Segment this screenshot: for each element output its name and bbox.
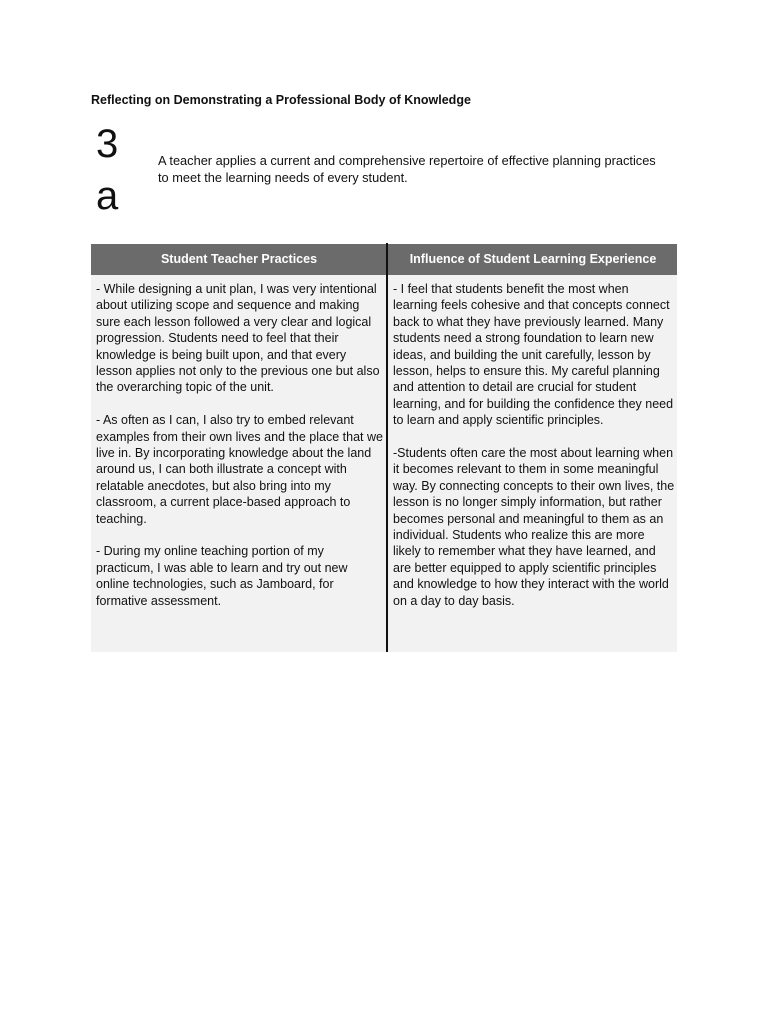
practices-table bbox=[91, 243, 677, 652]
standard-number: 3 bbox=[96, 122, 119, 166]
influence-cell bbox=[393, 281, 675, 609]
influence-paragraph: - I feel that students benefit the most when learning feels cohesive and that concepts connect back to what they have previously learned. Many students need a strong foundation to learn new ideas, and building the unit carefully, lesson by lesson, helps to ensure this. My careful planning and attention to detail are crucial for student learning, and for building the confidence they need to learn and apply scientific principles. bbox=[393, 282, 674, 428]
practice-paragraph: - As often as I can, I also try to embed relevant examples from their own lives and the place that we live in. By incorporating knowledge about the land around us, I can both illustrate a concept with relatable anecdotes, but also bring into my classroom, a current place-based approach to teaching. bbox=[96, 413, 383, 526]
header-student-teacher-practices: Student Teacher Practices bbox=[160, 252, 318, 266]
page-title: Reflecting on Demonstrating a Professional Body of Knowledge bbox=[91, 93, 471, 107]
standard-letter: a bbox=[96, 174, 119, 218]
header-influence-student-learning: Influence of Student Learning Experience bbox=[409, 252, 657, 266]
practice-paragraph: - During my online teaching portion of my practicum, I was able to learn and try out new online technologies, such as Jamboard, for formative assessment. bbox=[96, 544, 348, 608]
column-divider bbox=[386, 243, 388, 652]
standard-code bbox=[96, 118, 136, 222]
practices-cell bbox=[96, 281, 384, 609]
table-body bbox=[91, 275, 677, 652]
influence-paragraph: -Students often care the most about learning when it becomes relevant to them in some meaningful way. By connecting concepts to their own lives, the lesson is no longer simply information, but rather becomes personal and meaningful to them as an individual. Students who realize this are more likely to remember what they have learned, and are better equipped to apply scientific principles and knowledge to how they interact with the world on a day to day basis. bbox=[393, 446, 675, 608]
table-header-row bbox=[91, 244, 677, 275]
standard-description: A teacher applies a current and comprehensive repertoire of effective planning practices to meet the learning needs of every student. bbox=[158, 153, 656, 185]
practice-paragraph: - While designing a unit plan, I was very intentional about utilizing scope and sequence and making sure each lesson followed a very clear and logical progression. Students need to feel that their knowledge is being built upon, and that every lesson applies not only to the previous one but also the overarching topic of the unit. bbox=[96, 282, 380, 395]
